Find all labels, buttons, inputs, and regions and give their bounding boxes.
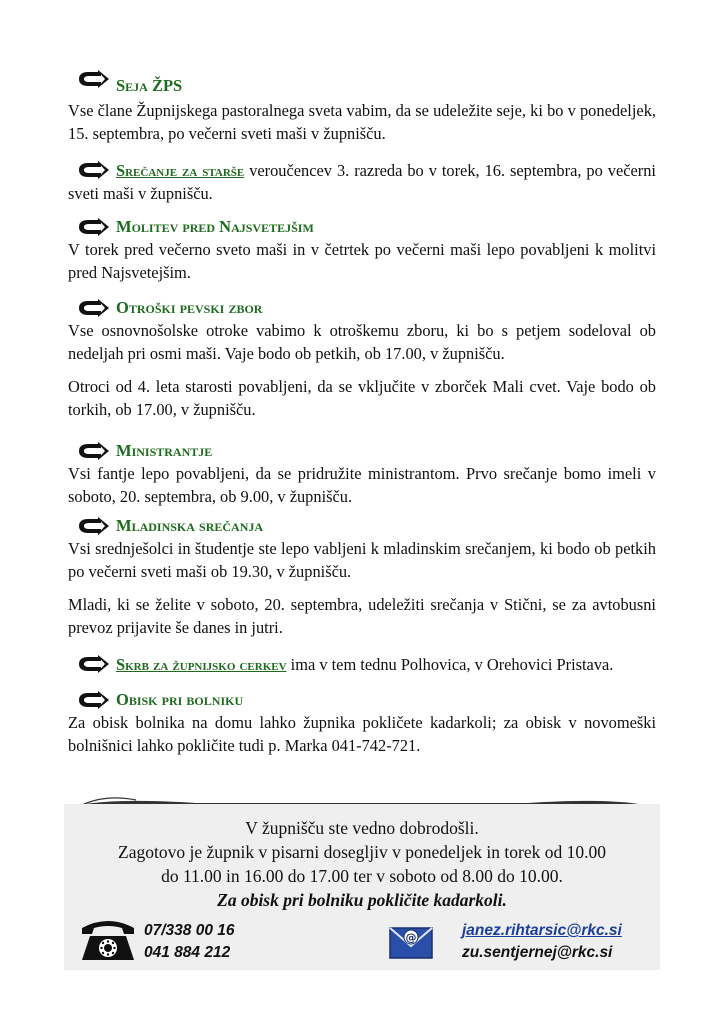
envelope-icon [388, 922, 434, 962]
section-heading: Obisk pri bolniku [116, 690, 244, 709]
section-text: Vse člane Župnijskega pastoralnega sveta vabim, da se udeležite seje, ki bo v ponedeljek, 15. septembra, po večerni sveti maši v župnišču. [68, 101, 656, 143]
phone-2[interactable]: 041 884 212 [144, 944, 231, 961]
arrow-icon [76, 442, 110, 460]
section-heading: Molitev pred Najsvetejšim [116, 217, 314, 236]
section-text-2: Otroci od 4. leta starosti povabljeni, da se vključite v zborček Mali cvet. Vaje bodo ob torkih, ob 17.00, v župnišču. [68, 377, 656, 419]
section-text: ima v tem tednu Polhovica, v Orehovici Pristava. [290, 655, 614, 674]
section-srecanje-starsi [68, 159, 656, 205]
section-seja [68, 60, 656, 145]
section-heading: Mladinska srečanja [116, 516, 264, 535]
section-text: Za obisk bolnika na domu lahko župnika pokličete kadarkoli; za obisk v novomeški bolnišnici lahko pokličite tudi p. Marka 041-742-721. [68, 713, 656, 755]
phone-numbers [144, 920, 235, 964]
footer-hours-2: do 11.00 in 16.00 do 17.00 ter v soboto od 8.00 do 10.00. [161, 866, 563, 886]
section-text: Vse osnovnošolske otroke vabimo k otroškemu zboru, ki bo s petjem sodeloval ob nedeljah pri osmi maši. Vaje bodo ob petkih, ob 17.00, v župnišču. [68, 321, 656, 363]
section-text: veroučencev 3. razreda bo v torek, 16. septembra, po večerni sveti maši v župnišču. [68, 161, 656, 203]
arrow-icon [76, 691, 110, 709]
section-molitev [68, 215, 656, 284]
email-link-1[interactable]: janez.rihtarsic@rkc.si [462, 922, 622, 939]
section-text: V torek pred večerno sveto maši in v četrtek po večerni maši lepo povabljeni k molitvi pred Najsvetejšim. [68, 240, 656, 282]
section-skrb-cerkev [68, 653, 656, 676]
section-heading: Seja ŽPS [116, 76, 183, 95]
arrow-icon [76, 655, 110, 673]
section-ministrantje [68, 439, 656, 508]
arrow-icon [76, 517, 110, 535]
svg-text:@: @ [405, 931, 417, 944]
section-text: Vsi srednješolci in študentje ste lepo vabljeni k mladinskim srečanjem, ki bodo ob petkih po večerni sveti maši ob 19.30, v župnišču. [68, 539, 656, 581]
section-heading: Skrb za župnijsko cerkev [116, 655, 287, 674]
arrow-icon [76, 299, 110, 317]
footer-text [64, 816, 660, 912]
section-otroski-zbor [68, 296, 656, 421]
section-obisk-bolnika [68, 688, 656, 757]
email-addresses [462, 920, 622, 964]
email-2[interactable]: zu.sentjernej@rkc.si [462, 944, 613, 961]
footer-box [64, 804, 660, 970]
arrow-icon [76, 70, 110, 88]
section-heading: Otroški pevski zbor [116, 298, 263, 317]
footer-hours-1: Zagotovo je župnik v pisarni dosegljiv v ponedeljek in torek od 10.00 [118, 842, 606, 862]
phone-1[interactable]: 07/338 00 16 [144, 922, 235, 939]
arrow-icon [76, 218, 110, 236]
arrow-icon [76, 161, 110, 179]
section-heading: Srečanje za starše [116, 161, 245, 180]
footer-emphasis: Za obisk pri bolniku pokličite kadarkoli. [217, 890, 507, 910]
section-heading: Ministrantje [116, 441, 213, 460]
section-mladinska [68, 514, 656, 639]
bulletin-content [68, 60, 656, 757]
footer-welcome: V župnišču ste vedno dobrodošli. [245, 818, 479, 838]
section-text-2: Mladi, ki se želite v soboto, 20. septembra, udeležiti srečanja v Stični, se za avtobusni prevoz prijavite še danes in jutri. [68, 595, 656, 637]
telephone-icon [78, 912, 138, 964]
section-text: Vsi fantje lepo povabljeni, da se pridružite ministrantom. Prvo srečanje bomo imeli v soboto, 20. septembra, ob 9.00, v župnišču. [68, 464, 656, 506]
